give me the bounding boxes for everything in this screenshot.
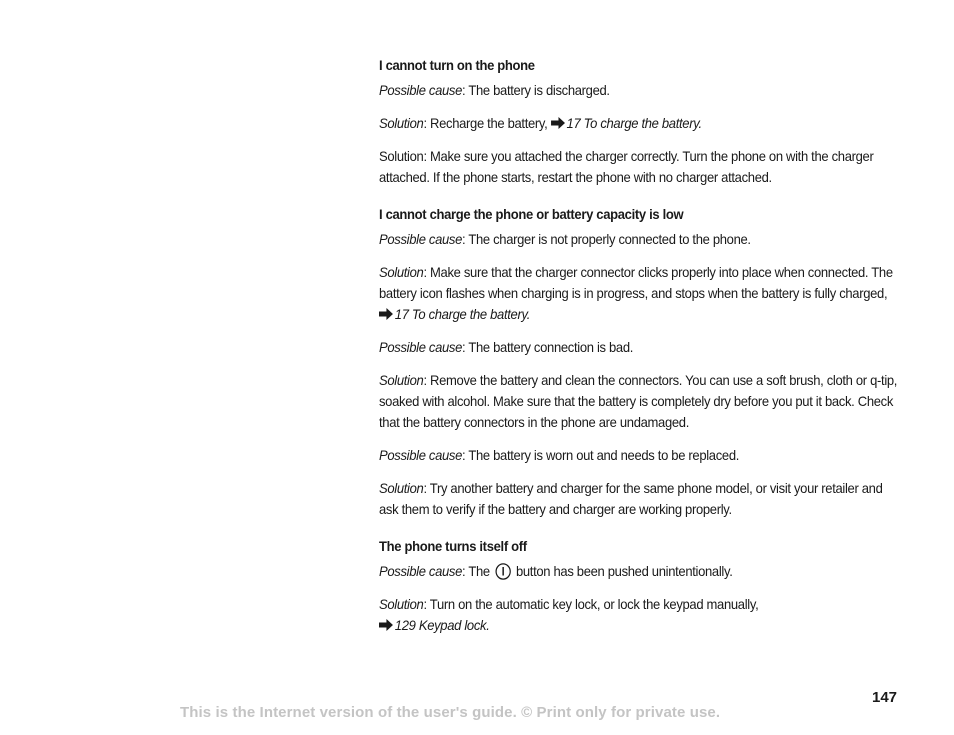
solution-label: Solution (379, 115, 424, 131)
solution-text: : Remove the battery and clean the connectors. You can use a soft brush, cloth or q-tip, soaked with alcohol. Make sure that the battery is completely dry before you put it back. Check that the battery connectors in the phone are undamaged. (379, 372, 898, 430)
possible-cause (379, 445, 900, 466)
cause-label: Possible cause (379, 447, 463, 463)
cause-label: Possible cause (379, 82, 463, 98)
page-number: 147 (872, 689, 898, 706)
cross-reference-link[interactable]: 17 To charge the battery (566, 115, 699, 131)
reference-arrow-icon (551, 117, 565, 129)
section-heading-turn-on: I cannot turn on the phone (379, 57, 535, 73)
solution-label: Solution (379, 480, 424, 496)
solution-text: : Make sure that the charger connector clicks properly into place when connected. The battery icon flashes when charging is in progress, and stops when the battery is fully charged, (379, 264, 893, 301)
section-heading-charge: I cannot charge the phone or battery capacity is low (379, 206, 684, 222)
cause-label: Possible cause (379, 231, 463, 247)
solution (379, 594, 900, 636)
possible-cause (379, 229, 900, 250)
cause-text: : The battery is worn out and needs to be replaced. (462, 447, 740, 463)
solution-text: : Turn on the automatic key lock, or lock the keypad manually, (423, 596, 759, 612)
section-heading-turns-off: The phone turns itself off (379, 538, 527, 554)
footer-notice: This is the Internet version of the user's guide. © Print only for private use. (180, 704, 721, 721)
cause-text: button has been pushed unintentionally. (512, 563, 733, 579)
sentence-end: . (698, 115, 702, 131)
solution-text: : Recharge the battery, (423, 115, 551, 131)
solution (379, 262, 900, 325)
cause-text: : The battery connection is bad. (462, 339, 634, 355)
sentence-end: . (486, 617, 490, 633)
solution (379, 113, 900, 134)
troubleshooting-content (379, 55, 898, 648)
cause-label: Possible cause (379, 563, 463, 579)
reference-arrow-icon (379, 619, 393, 631)
possible-cause (379, 561, 900, 582)
cross-reference-link[interactable]: 129 Keypad lock (394, 617, 487, 633)
cause-text: : The charger is not properly connected to the phone. (462, 231, 751, 247)
cause-label: Possible cause (379, 339, 463, 355)
possible-cause (379, 80, 900, 101)
solution-label: Solution (379, 372, 424, 388)
solution-text: : Try another battery and charger for the same phone model, or visit your retailer and ask them to verify if the battery and charger are working properly. (379, 480, 883, 517)
solution-label: Solution (379, 596, 424, 612)
power-button-icon (495, 563, 511, 580)
reference-arrow-icon (379, 308, 393, 320)
solution (379, 478, 900, 520)
solution: Solution: Make sure you attached the charger correctly. Turn the phone on with the charger attached. If the phone starts, restart the phone with no charger attached. (379, 148, 874, 185)
solution-label: Solution (379, 264, 424, 280)
cause-text: : The (462, 563, 494, 579)
cause-text: : The battery is discharged. (462, 82, 610, 98)
possible-cause (379, 337, 900, 358)
sentence-end: . (526, 306, 531, 322)
cross-reference-link[interactable]: 17 To charge the battery (394, 306, 527, 322)
solution (379, 370, 900, 433)
